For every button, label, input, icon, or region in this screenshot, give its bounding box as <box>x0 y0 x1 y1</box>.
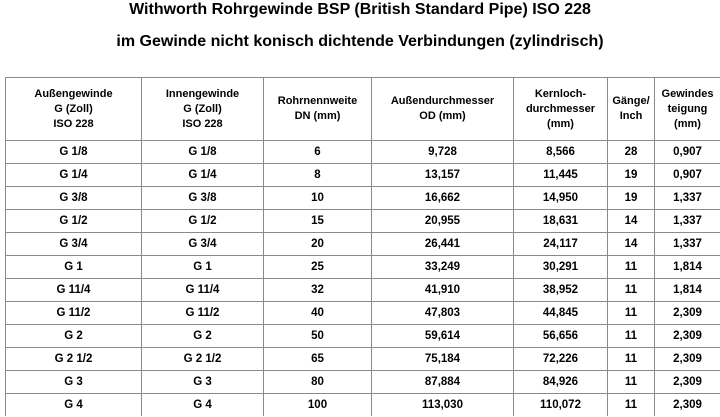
header-line: durchmesser <box>525 102 596 115</box>
header-gaenge-inch <box>608 78 655 141</box>
cell-aussengewinde: G 1/4 <box>6 164 142 187</box>
thread-spec-table <box>5 77 720 416</box>
cell-innengewinde: G 11/4 <box>142 279 264 302</box>
table-body <box>6 141 720 417</box>
cell-aussendurchmesser: 13,157 <box>372 164 514 187</box>
cell-gewindesteigung: 1,337 <box>655 187 720 210</box>
cell-kernlochdurchmesser: 44,845 <box>514 302 608 325</box>
cell-gaenge-inch: 19 <box>608 187 655 210</box>
table-row <box>6 233 720 256</box>
cell-aussengewinde: G 2 <box>6 325 142 348</box>
cell-rohrnennweite: 8 <box>264 164 372 187</box>
cell-aussengewinde: G 3/4 <box>6 233 142 256</box>
cell-aussengewinde: G 2 1/2 <box>6 348 142 371</box>
cell-gaenge-inch: 19 <box>608 164 655 187</box>
cell-aussendurchmesser: 75,184 <box>372 348 514 371</box>
cell-kernlochdurchmesser: 110,072 <box>514 394 608 417</box>
table-row <box>6 394 720 417</box>
header-line: (mm) <box>674 117 701 130</box>
cell-aussendurchmesser: 59,614 <box>372 325 514 348</box>
cell-rohrnennweite: 100 <box>264 394 372 417</box>
cell-innengewinde: G 3 <box>142 371 264 394</box>
cell-kernlochdurchmesser: 38,952 <box>514 279 608 302</box>
table-row <box>6 302 720 325</box>
header-rohrnennweite <box>264 78 372 141</box>
cell-aussengewinde: G 1 <box>6 256 142 279</box>
cell-gewindesteigung: 2,309 <box>655 348 720 371</box>
cell-rohrnennweite: 6 <box>264 141 372 164</box>
header-aussengewinde <box>6 78 142 141</box>
table-row <box>6 325 720 348</box>
header-line: ISO 228 <box>53 117 94 130</box>
cell-gewindesteigung: 1,814 <box>655 256 720 279</box>
table-row <box>6 279 720 302</box>
table-header <box>6 78 720 141</box>
header-line: Rohrnennweite <box>277 95 358 107</box>
header-kernlochdurchmesser <box>514 78 608 141</box>
cell-gewindesteigung: 2,309 <box>655 371 720 394</box>
cell-gaenge-inch: 11 <box>608 279 655 302</box>
cell-aussengewinde: G 1/8 <box>6 141 142 164</box>
cell-aussendurchmesser: 9,728 <box>372 141 514 164</box>
cell-aussengewinde: G 1/2 <box>6 210 142 233</box>
cell-kernlochdurchmesser: 30,291 <box>514 256 608 279</box>
header-aussendurchmesser <box>372 78 514 141</box>
header-line: teigung <box>667 102 708 115</box>
cell-aussendurchmesser: 47,803 <box>372 302 514 325</box>
cell-rohrnennweite: 10 <box>264 187 372 210</box>
cell-gewindesteigung: 2,309 <box>655 394 720 417</box>
table-row <box>6 164 720 187</box>
cell-rohrnennweite: 40 <box>264 302 372 325</box>
cell-rohrnennweite: 65 <box>264 348 372 371</box>
header-line: Kernloch- <box>534 87 587 100</box>
cell-aussengewinde: G 3/8 <box>6 187 142 210</box>
table-row <box>6 256 720 279</box>
cell-aussengewinde: G 4 <box>6 394 142 417</box>
cell-innengewinde: G 3/8 <box>142 187 264 210</box>
header-line: Außendurchmesser <box>390 95 495 107</box>
cell-kernlochdurchmesser: 14,950 <box>514 187 608 210</box>
table-row <box>6 371 720 394</box>
cell-innengewinde: G 1/8 <box>142 141 264 164</box>
cell-innengewinde: G 1 <box>142 256 264 279</box>
cell-rohrnennweite: 32 <box>264 279 372 302</box>
cell-innengewinde: G 1/4 <box>142 164 264 187</box>
cell-kernlochdurchmesser: 18,631 <box>514 210 608 233</box>
cell-gaenge-inch: 11 <box>608 302 655 325</box>
cell-gaenge-inch: 14 <box>608 210 655 233</box>
cell-gaenge-inch: 11 <box>608 394 655 417</box>
cell-kernlochdurchmesser: 72,226 <box>514 348 608 371</box>
cell-gewindesteigung: 1,814 <box>655 279 720 302</box>
header-line: ISO 228 <box>182 117 223 130</box>
header-line: Gänge/ <box>612 95 650 107</box>
cell-gewindesteigung: 1,337 <box>655 233 720 256</box>
cell-aussendurchmesser: 113,030 <box>372 394 514 417</box>
cell-rohrnennweite: 15 <box>264 210 372 233</box>
cell-rohrnennweite: 25 <box>264 256 372 279</box>
table-row <box>6 348 720 371</box>
cell-rohrnennweite: 20 <box>264 233 372 256</box>
cell-innengewinde: G 2 <box>142 325 264 348</box>
cell-kernlochdurchmesser: 24,117 <box>514 233 608 256</box>
cell-gaenge-inch: 28 <box>608 141 655 164</box>
cell-gewindesteigung: 1,337 <box>655 210 720 233</box>
cell-aussengewinde: G 11/4 <box>6 279 142 302</box>
cell-gewindesteigung: 2,309 <box>655 325 720 348</box>
cell-aussengewinde: G 11/2 <box>6 302 142 325</box>
header-innengewinde <box>142 78 264 141</box>
cell-gewindesteigung: 2,309 <box>655 302 720 325</box>
header-line: G (Zoll) <box>183 102 222 115</box>
cell-gewindesteigung: 0,907 <box>655 164 720 187</box>
header-line: Außengewinde <box>34 87 113 100</box>
cell-kernlochdurchmesser: 56,656 <box>514 325 608 348</box>
cell-rohrnennweite: 50 <box>264 325 372 348</box>
cell-gaenge-inch: 11 <box>608 371 655 394</box>
table-row <box>6 210 720 233</box>
cell-aussendurchmesser: 20,955 <box>372 210 514 233</box>
cell-kernlochdurchmesser: 84,926 <box>514 371 608 394</box>
cell-gaenge-inch: 14 <box>608 233 655 256</box>
page-title: Withworth Rohrgewinde BSP (British Standard Pipe) ISO 228 <box>129 1 591 18</box>
table-row <box>6 187 720 210</box>
cell-rohrnennweite: 80 <box>264 371 372 394</box>
header-line: Innengewinde <box>165 87 240 100</box>
cell-innengewinde: G 2 1/2 <box>142 348 264 371</box>
cell-gaenge-inch: 11 <box>608 256 655 279</box>
cell-aussendurchmesser: 87,884 <box>372 371 514 394</box>
cell-aussendurchmesser: 41,910 <box>372 279 514 302</box>
cell-aussendurchmesser: 16,662 <box>372 187 514 210</box>
cell-aussengewinde: G 3 <box>6 371 142 394</box>
header-row <box>6 78 720 141</box>
header-line: Gewindes <box>661 87 714 100</box>
cell-innengewinde: G 11/2 <box>142 302 264 325</box>
header-line: DN (mm) <box>294 110 341 122</box>
table-row <box>6 141 720 164</box>
cell-kernlochdurchmesser: 8,566 <box>514 141 608 164</box>
cell-aussendurchmesser: 26,441 <box>372 233 514 256</box>
header-gewindesteigung <box>655 78 720 141</box>
cell-gaenge-inch: 11 <box>608 325 655 348</box>
header-line: G (Zoll) <box>54 102 93 115</box>
cell-innengewinde: G 1/2 <box>142 210 264 233</box>
header-line: (mm) <box>547 117 574 130</box>
cell-gewindesteigung: 0,907 <box>655 141 720 164</box>
cell-innengewinde: G 3/4 <box>142 233 264 256</box>
cell-innengewinde: G 4 <box>142 394 264 417</box>
header-line: Inch <box>619 110 643 122</box>
page-subtitle: im Gewinde nicht konisch dichtende Verbindungen (zylindrisch) <box>116 33 604 50</box>
cell-gaenge-inch: 11 <box>608 348 655 371</box>
header-line: OD (mm) <box>419 110 466 122</box>
cell-kernlochdurchmesser: 11,445 <box>514 164 608 187</box>
cell-aussendurchmesser: 33,249 <box>372 256 514 279</box>
